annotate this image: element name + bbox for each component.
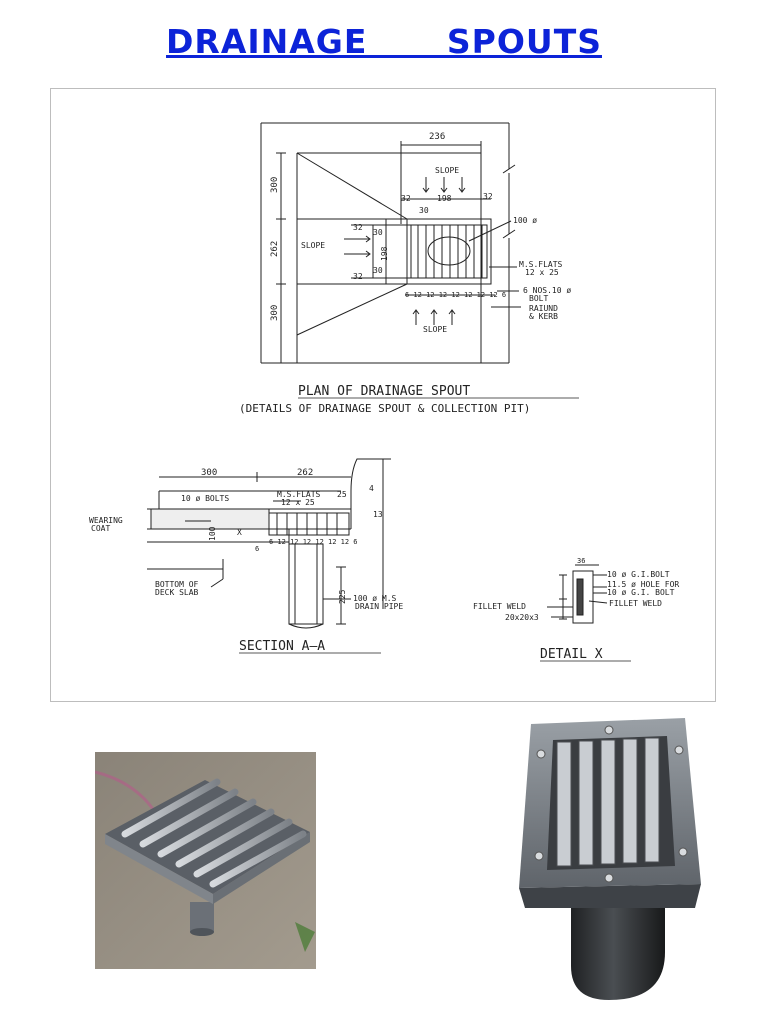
dim-detail-36: 36 bbox=[577, 557, 586, 565]
detail-gi-bolt: 10 ø G.I.BOLT bbox=[607, 570, 670, 579]
dim-sec-300: 300 bbox=[201, 468, 218, 478]
dim-plan-r32b: 32 bbox=[353, 272, 363, 281]
sec-bottom-2: DECK SLAB bbox=[155, 588, 199, 597]
detail-fillet-left: FILLET WELD bbox=[473, 602, 526, 611]
detail-fillet-right: FILLET WELD bbox=[609, 599, 662, 608]
detail-caption: DETAIL X bbox=[540, 647, 603, 662]
dim-plan-left-bottom: 300 bbox=[270, 304, 280, 321]
sec-msflats-1: M.S.FLATS bbox=[277, 490, 321, 499]
plan-slope-top: SLOPE bbox=[435, 166, 460, 175]
sec-x-mark: X bbox=[237, 528, 242, 537]
detail-angle: 20x20x3 bbox=[505, 613, 539, 622]
cad-drawing-svg bbox=[51, 89, 715, 701]
plan-caption: PLAN OF DRAINAGE SPOUT bbox=[298, 384, 471, 399]
sec-bottom-1: BOTTOM OF bbox=[155, 580, 199, 589]
plan-slope-bottom: SLOPE bbox=[423, 325, 448, 334]
sec-msflats-2: 12 x 25 bbox=[281, 498, 315, 507]
dim-plan-side-left: 32 bbox=[401, 194, 411, 203]
plan-bar-spacing: 6 12 12 12 12 12 12 12 6 bbox=[405, 291, 507, 299]
dim-plan-flat-gap: 30 bbox=[419, 206, 429, 215]
plan-kerb-1: RAIUND bbox=[529, 304, 558, 313]
dim-sec-13: 13 bbox=[373, 510, 383, 519]
detail-hole-1: 11.5 ø HOLE FOR bbox=[607, 580, 680, 589]
sec-bolts: 10 ø BOLTS bbox=[181, 494, 230, 503]
plan-bolt-2: BOLT bbox=[529, 294, 549, 303]
plan-subcaption: (DETAILS OF DRAINAGE SPOUT & COLLECTION PIT) bbox=[239, 402, 531, 415]
dim-plan-inner: 198 bbox=[437, 194, 452, 203]
dim-plan-198: 198 bbox=[380, 246, 389, 261]
sec-wearing-2: COAT bbox=[91, 524, 111, 533]
grating-photo-image bbox=[95, 752, 316, 969]
dim-sec-225: 225 bbox=[338, 589, 347, 604]
page-title: DRAINAGE SPOUTS bbox=[166, 22, 602, 61]
dim-sec-6: 6 bbox=[255, 545, 260, 553]
grating-photo bbox=[95, 752, 316, 969]
spout-photo bbox=[517, 716, 701, 1002]
dim-sec-100: 100 bbox=[208, 526, 217, 541]
dim-sec-25: 25 bbox=[337, 490, 347, 499]
dim-plan-left-mid: 262 bbox=[270, 240, 280, 257]
sec-spacing: 6 12 12 12 12 12 12 6 bbox=[269, 538, 358, 546]
dim-plan-r30a: 30 bbox=[373, 228, 383, 237]
section-caption: SECTION A–A bbox=[239, 639, 326, 654]
dim-plan-r32a: 32 bbox=[353, 223, 363, 232]
plan-slope-left: SLOPE bbox=[301, 241, 326, 250]
dim-sec-4: 4 bbox=[369, 484, 374, 493]
sec-pipe-2: DRAIN PIPE bbox=[355, 602, 404, 611]
dim-sec-262: 262 bbox=[297, 468, 314, 478]
spout-photo-image bbox=[517, 716, 701, 1002]
plan-pipe-label: 100 ø bbox=[513, 216, 538, 225]
plan-msflats-2: 12 x 25 bbox=[525, 268, 559, 277]
dim-plan-top: 236 bbox=[429, 132, 446, 142]
plan-bolt-1: 6 NOS.10 ø bbox=[523, 286, 572, 295]
dim-plan-r30b: 30 bbox=[373, 266, 383, 275]
dim-plan-side-right: 32 bbox=[483, 192, 493, 201]
technical-drawing bbox=[50, 88, 716, 702]
plan-msflats-1: M.S.FLATS bbox=[519, 260, 563, 269]
sec-pipe-1: 100 ø M.S bbox=[353, 594, 397, 603]
sec-wearing-1: WEARING bbox=[89, 516, 123, 525]
detail-hole-2: 10 ø G.I. BOLT bbox=[607, 588, 675, 597]
dim-plan-left-top: 300 bbox=[270, 176, 280, 193]
plan-kerb-2: & KERB bbox=[529, 312, 558, 321]
